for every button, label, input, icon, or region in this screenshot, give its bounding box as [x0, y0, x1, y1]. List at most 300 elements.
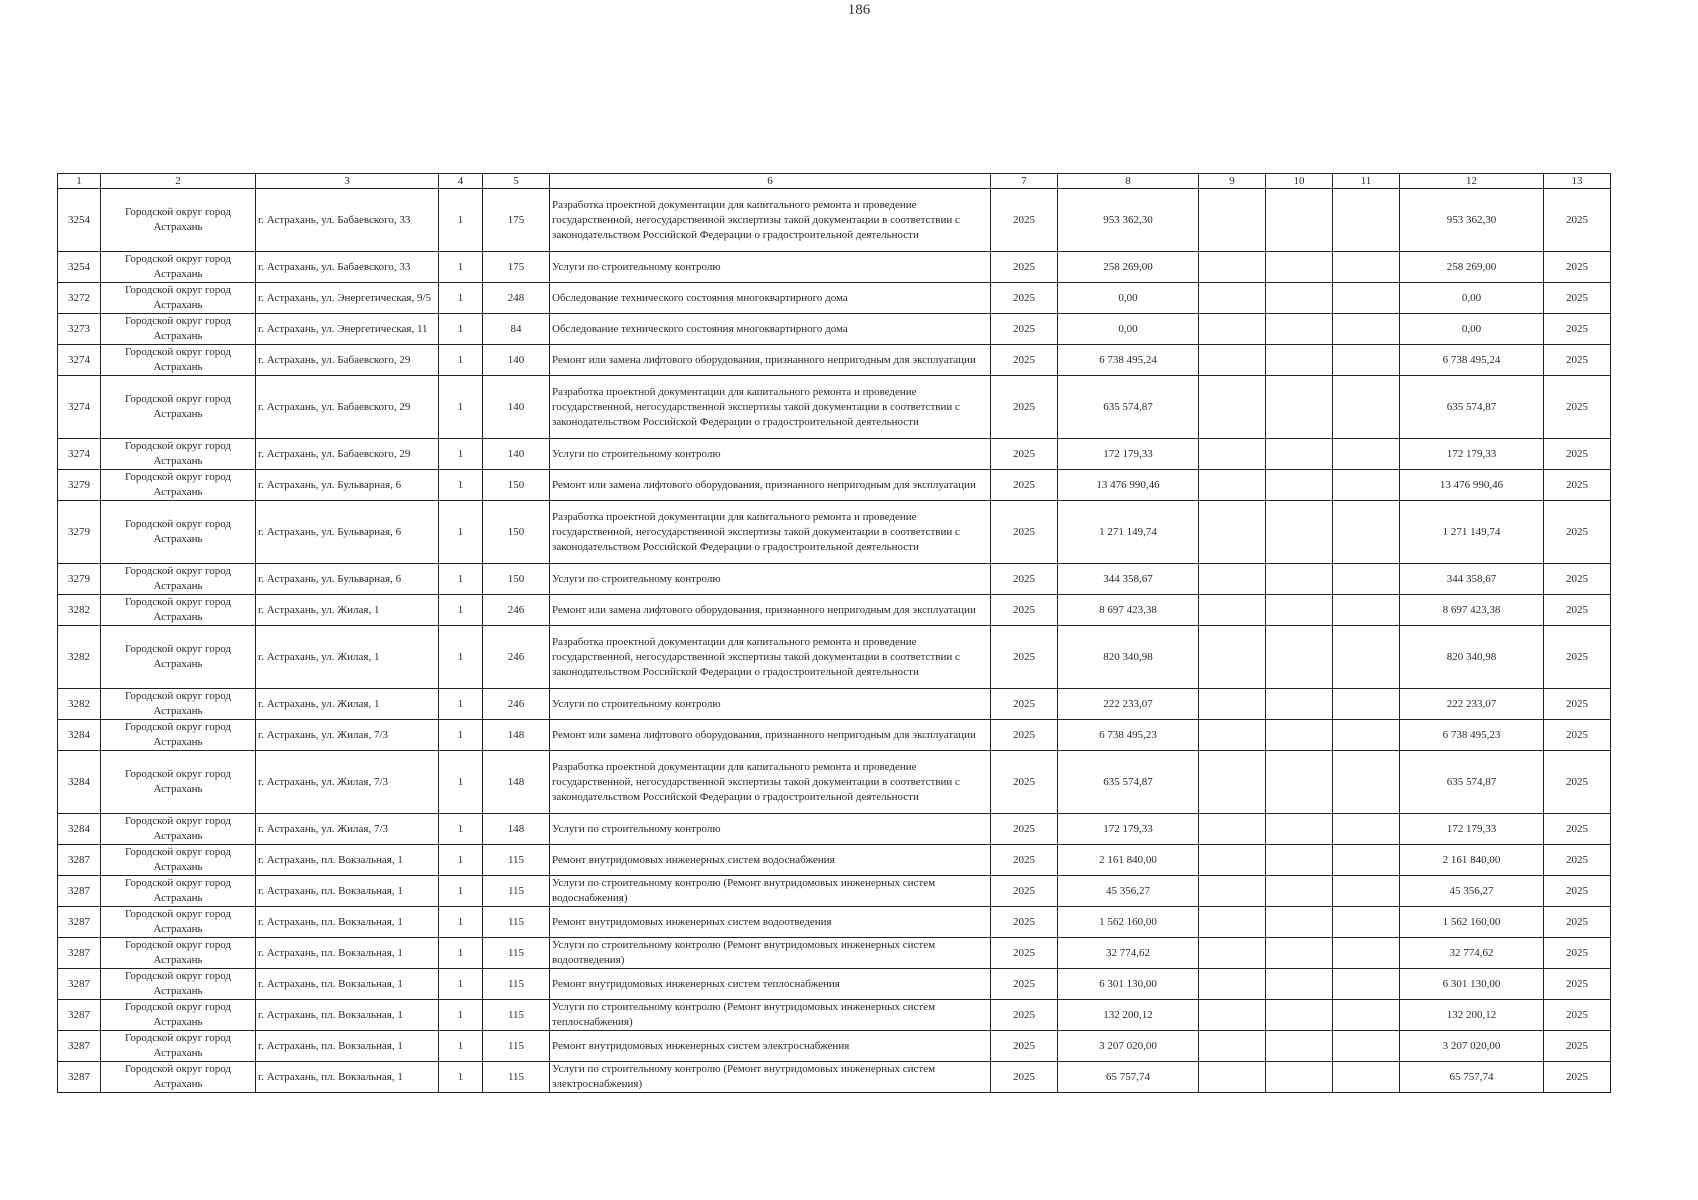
column-9-cell — [1199, 845, 1266, 876]
column-11-cell — [1333, 720, 1400, 751]
column-9-cell — [1199, 376, 1266, 439]
work-type-cell: Ремонт внутридомовых инженерных систем электроснабжения — [550, 1031, 991, 1062]
municipality-cell: Городской округ город Астрахань — [101, 501, 256, 564]
work-type-cell: Ремонт внутридомовых инженерных систем водоснабжения — [550, 845, 991, 876]
column-9-cell — [1199, 938, 1266, 969]
row-id-cell: 3254 — [58, 252, 101, 283]
total-cost-cell: 132 200,12 — [1058, 1000, 1199, 1031]
column-4-cell: 1 — [439, 969, 483, 1000]
total-cost-cell: 635 574,87 — [1058, 751, 1199, 814]
year-cell: 2025 — [991, 876, 1058, 907]
column-11-cell — [1333, 876, 1400, 907]
address-cell: г. Астрахань, пл. Вокзальная, 1 — [256, 876, 439, 907]
column-10-cell — [1266, 938, 1333, 969]
column-11-cell — [1333, 439, 1400, 470]
work-type-cell: Услуги по строительному контролю — [550, 564, 991, 595]
column-11-cell — [1333, 252, 1400, 283]
total-cost-cell: 6 738 495,23 — [1058, 720, 1199, 751]
column-number-13: 13 — [1544, 174, 1611, 189]
row-id-cell: 3274 — [58, 345, 101, 376]
column-10-cell — [1266, 470, 1333, 501]
row-id-cell: 3287 — [58, 876, 101, 907]
column-number-10: 10 — [1266, 174, 1333, 189]
column-10-cell — [1266, 189, 1333, 252]
address-cell: г. Астрахань, ул. Жилая, 1 — [256, 626, 439, 689]
column-11-cell — [1333, 470, 1400, 501]
column-13-cell: 2025 — [1544, 969, 1611, 1000]
column-9-cell — [1199, 814, 1266, 845]
year-cell: 2025 — [991, 345, 1058, 376]
column-5-cell: 248 — [483, 283, 550, 314]
table-row — [58, 751, 1611, 814]
table-row — [58, 720, 1611, 751]
table-row — [58, 595, 1611, 626]
municipality-cell: Городской округ город Астрахань — [101, 470, 256, 501]
work-type-cell: Ремонт или замена лифтового оборудования, признанного непригодным для эксплуатации — [550, 720, 991, 751]
year-cell: 2025 — [991, 907, 1058, 938]
row-id-cell: 3287 — [58, 938, 101, 969]
total-cost-cell: 1 271 149,74 — [1058, 501, 1199, 564]
year-cell: 2025 — [991, 969, 1058, 1000]
column-9-cell — [1199, 470, 1266, 501]
address-cell: г. Астрахань, ул. Жилая, 7/3 — [256, 751, 439, 814]
row-id-cell: 3279 — [58, 470, 101, 501]
year-cell: 2025 — [991, 189, 1058, 252]
column-number-5: 5 — [483, 174, 550, 189]
work-type-cell: Услуги по строительному контролю (Ремонт внутридомовых инженерных систем водоотведения) — [550, 938, 991, 969]
work-type-cell: Ремонт внутридомовых инженерных систем водоотведения — [550, 907, 991, 938]
column-13-cell: 2025 — [1544, 470, 1611, 501]
column-10-cell — [1266, 501, 1333, 564]
total-cost-cell: 6 301 130,00 — [1058, 969, 1199, 1000]
table-row — [58, 907, 1611, 938]
column-12-cell: 258 269,00 — [1400, 252, 1544, 283]
row-id-cell: 3254 — [58, 189, 101, 252]
table-row — [58, 252, 1611, 283]
address-cell: г. Астрахань, ул. Бабаевского, 29 — [256, 345, 439, 376]
total-cost-cell: 6 738 495,24 — [1058, 345, 1199, 376]
year-cell: 2025 — [991, 314, 1058, 345]
column-10-cell — [1266, 1000, 1333, 1031]
column-13-cell: 2025 — [1544, 751, 1611, 814]
column-number-1: 1 — [58, 174, 101, 189]
column-5-cell: 148 — [483, 720, 550, 751]
column-5-cell: 115 — [483, 938, 550, 969]
row-id-cell: 3279 — [58, 501, 101, 564]
column-12-cell: 3 207 020,00 — [1400, 1031, 1544, 1062]
column-12-cell: 6 738 495,24 — [1400, 345, 1544, 376]
column-10-cell — [1266, 720, 1333, 751]
work-type-cell: Услуги по строительному контролю — [550, 252, 991, 283]
address-cell: г. Астрахань, пл. Вокзальная, 1 — [256, 938, 439, 969]
total-cost-cell: 45 356,27 — [1058, 876, 1199, 907]
column-9-cell — [1199, 595, 1266, 626]
column-10-cell — [1266, 689, 1333, 720]
column-5-cell: 115 — [483, 845, 550, 876]
table-row — [58, 564, 1611, 595]
year-cell: 2025 — [991, 689, 1058, 720]
column-5-cell: 140 — [483, 439, 550, 470]
column-9-cell — [1199, 626, 1266, 689]
column-4-cell: 1 — [439, 595, 483, 626]
table-row — [58, 470, 1611, 501]
column-11-cell — [1333, 189, 1400, 252]
column-13-cell: 2025 — [1544, 689, 1611, 720]
year-cell: 2025 — [991, 1000, 1058, 1031]
column-11-cell — [1333, 1031, 1400, 1062]
column-11-cell — [1333, 1000, 1400, 1031]
work-type-cell: Ремонт или замена лифтового оборудования, признанного непригодным для эксплуатации — [550, 345, 991, 376]
column-11-cell — [1333, 845, 1400, 876]
municipality-cell: Городской округ город Астрахань — [101, 189, 256, 252]
column-10-cell — [1266, 626, 1333, 689]
column-12-cell: 6 301 130,00 — [1400, 969, 1544, 1000]
column-10-cell — [1266, 969, 1333, 1000]
column-5-cell: 115 — [483, 1000, 550, 1031]
column-13-cell: 2025 — [1544, 876, 1611, 907]
municipality-cell: Городской округ город Астрахань — [101, 1000, 256, 1031]
row-id-cell: 3273 — [58, 314, 101, 345]
column-10-cell — [1266, 376, 1333, 439]
total-cost-cell: 3 207 020,00 — [1058, 1031, 1199, 1062]
work-type-cell: Ремонт или замена лифтового оборудования, признанного непригодным для эксплуатации — [550, 470, 991, 501]
year-cell: 2025 — [991, 470, 1058, 501]
municipality-cell: Городской округ город Астрахань — [101, 345, 256, 376]
column-4-cell: 1 — [439, 938, 483, 969]
column-12-cell: 2 161 840,00 — [1400, 845, 1544, 876]
column-9-cell — [1199, 907, 1266, 938]
column-13-cell: 2025 — [1544, 376, 1611, 439]
municipality-cell: Городской округ город Астрахань — [101, 689, 256, 720]
work-type-cell: Разработка проектной документации для капитального ремонта и проведение государственной, негосударственной экспертизы такой документации в соответствии с законодательством Российской Федерации о градостроительной деятельности — [550, 751, 991, 814]
work-type-cell: Услуги по строительному контролю (Ремонт внутридомовых инженерных систем электроснабжения) — [550, 1062, 991, 1093]
row-id-cell: 3287 — [58, 969, 101, 1000]
column-5-cell: 115 — [483, 969, 550, 1000]
row-id-cell: 3287 — [58, 907, 101, 938]
column-12-cell: 32 774,62 — [1400, 938, 1544, 969]
column-9-cell — [1199, 969, 1266, 1000]
total-cost-cell: 8 697 423,38 — [1058, 595, 1199, 626]
column-12-cell: 0,00 — [1400, 314, 1544, 345]
column-9-cell — [1199, 345, 1266, 376]
work-type-cell: Разработка проектной документации для капитального ремонта и проведение государственной, негосударственной экспертизы такой документации в соответствии с законодательством Российской Федерации о градостроительной деятельности — [550, 376, 991, 439]
column-13-cell: 2025 — [1544, 720, 1611, 751]
row-id-cell: 3274 — [58, 376, 101, 439]
column-11-cell — [1333, 1062, 1400, 1093]
column-5-cell: 246 — [483, 626, 550, 689]
municipality-cell: Городской округ город Астрахань — [101, 720, 256, 751]
column-4-cell: 1 — [439, 720, 483, 751]
column-13-cell: 2025 — [1544, 938, 1611, 969]
column-9-cell — [1199, 720, 1266, 751]
row-id-cell: 3272 — [58, 283, 101, 314]
column-number-4: 4 — [439, 174, 483, 189]
municipality-cell: Городской округ город Астрахань — [101, 845, 256, 876]
municipality-cell: Городской округ город Астрахань — [101, 1062, 256, 1093]
column-10-cell — [1266, 814, 1333, 845]
column-12-cell: 132 200,12 — [1400, 1000, 1544, 1031]
column-12-cell: 13 476 990,46 — [1400, 470, 1544, 501]
work-type-cell: Разработка проектной документации для капитального ремонта и проведение государственной, негосударственной экспертизы такой документации в соответствии с законодательством Российской Федерации о градостроительной деятельности — [550, 626, 991, 689]
address-cell: г. Астрахань, ул. Энергетическая, 9/5 — [256, 283, 439, 314]
total-cost-cell: 65 757,74 — [1058, 1062, 1199, 1093]
column-13-cell: 2025 — [1544, 252, 1611, 283]
work-type-cell: Разработка проектной документации для капитального ремонта и проведение государственной, негосударственной экспертизы такой документации в соответствии с законодательством Российской Федерации о градостроительной деятельности — [550, 189, 991, 252]
column-4-cell: 1 — [439, 876, 483, 907]
column-12-cell: 635 574,87 — [1400, 751, 1544, 814]
column-13-cell: 2025 — [1544, 845, 1611, 876]
column-5-cell: 246 — [483, 689, 550, 720]
table-row — [58, 876, 1611, 907]
address-cell: г. Астрахань, пл. Вокзальная, 1 — [256, 1031, 439, 1062]
address-cell: г. Астрахань, пл. Вокзальная, 1 — [256, 969, 439, 1000]
year-cell: 2025 — [991, 626, 1058, 689]
municipality-cell: Городской округ город Астрахань — [101, 1031, 256, 1062]
column-5-cell: 150 — [483, 564, 550, 595]
municipality-cell: Городской округ город Астрахань — [101, 876, 256, 907]
column-number-12: 12 — [1400, 174, 1544, 189]
column-4-cell: 1 — [439, 345, 483, 376]
column-11-cell — [1333, 689, 1400, 720]
column-number-9: 9 — [1199, 174, 1266, 189]
column-10-cell — [1266, 252, 1333, 283]
page-number: 186 — [847, 2, 871, 18]
column-13-cell: 2025 — [1544, 1031, 1611, 1062]
column-5-cell: 84 — [483, 314, 550, 345]
column-11-cell — [1333, 751, 1400, 814]
column-11-cell — [1333, 907, 1400, 938]
row-id-cell: 3287 — [58, 1062, 101, 1093]
total-cost-cell: 635 574,87 — [1058, 376, 1199, 439]
address-cell: г. Астрахань, пл. Вокзальная, 1 — [256, 845, 439, 876]
row-id-cell: 3287 — [58, 1000, 101, 1031]
total-cost-cell: 222 233,07 — [1058, 689, 1199, 720]
column-number-2: 2 — [101, 174, 256, 189]
column-11-cell — [1333, 345, 1400, 376]
column-9-cell — [1199, 501, 1266, 564]
address-cell: г. Астрахань, ул. Энергетическая, 11 — [256, 314, 439, 345]
address-cell: г. Астрахань, ул. Жилая, 1 — [256, 689, 439, 720]
year-cell: 2025 — [991, 376, 1058, 439]
municipality-cell: Городской округ город Астрахань — [101, 814, 256, 845]
address-cell: г. Астрахань, ул. Бабаевского, 33 — [256, 252, 439, 283]
column-5-cell: 150 — [483, 470, 550, 501]
address-cell: г. Астрахань, ул. Бабаевского, 33 — [256, 189, 439, 252]
column-9-cell — [1199, 1062, 1266, 1093]
total-cost-cell: 1 562 160,00 — [1058, 907, 1199, 938]
column-13-cell: 2025 — [1544, 345, 1611, 376]
table-row — [58, 439, 1611, 470]
column-10-cell — [1266, 439, 1333, 470]
column-5-cell: 148 — [483, 751, 550, 814]
table-row — [58, 345, 1611, 376]
table-row — [58, 938, 1611, 969]
column-11-cell — [1333, 376, 1400, 439]
municipality-cell: Городской округ город Астрахань — [101, 751, 256, 814]
municipality-cell: Городской округ город Астрахань — [101, 376, 256, 439]
column-number-3: 3 — [256, 174, 439, 189]
address-cell: г. Астрахань, ул. Бабаевского, 29 — [256, 439, 439, 470]
column-4-cell: 1 — [439, 626, 483, 689]
table-row — [58, 314, 1611, 345]
municipality-cell: Городской округ город Астрахань — [101, 595, 256, 626]
work-type-cell: Обследование технического состояния многоквартирного дома — [550, 314, 991, 345]
column-5-cell: 115 — [483, 876, 550, 907]
total-cost-cell: 0,00 — [1058, 314, 1199, 345]
column-number-6: 6 — [550, 174, 991, 189]
total-cost-cell: 258 269,00 — [1058, 252, 1199, 283]
total-cost-cell: 2 161 840,00 — [1058, 845, 1199, 876]
column-9-cell — [1199, 751, 1266, 814]
year-cell: 2025 — [991, 1031, 1058, 1062]
table-row — [58, 501, 1611, 564]
column-10-cell — [1266, 751, 1333, 814]
row-id-cell: 3282 — [58, 626, 101, 689]
work-type-cell: Обследование технического состояния многоквартирного дома — [550, 283, 991, 314]
column-11-cell — [1333, 283, 1400, 314]
total-cost-cell: 172 179,33 — [1058, 439, 1199, 470]
row-id-cell: 3284 — [58, 814, 101, 845]
year-cell: 2025 — [991, 751, 1058, 814]
row-id-cell: 3282 — [58, 595, 101, 626]
column-12-cell: 1 271 149,74 — [1400, 501, 1544, 564]
column-11-cell — [1333, 595, 1400, 626]
year-cell: 2025 — [991, 252, 1058, 283]
year-cell: 2025 — [991, 501, 1058, 564]
table-row — [58, 969, 1611, 1000]
column-13-cell: 2025 — [1544, 626, 1611, 689]
column-13-cell: 2025 — [1544, 564, 1611, 595]
work-type-cell: Услуги по строительному контролю — [550, 814, 991, 845]
column-10-cell — [1266, 564, 1333, 595]
address-cell: г. Астрахань, ул. Бабаевского, 29 — [256, 376, 439, 439]
column-10-cell — [1266, 283, 1333, 314]
row-id-cell: 3284 — [58, 751, 101, 814]
column-9-cell — [1199, 1000, 1266, 1031]
column-10-cell — [1266, 907, 1333, 938]
column-13-cell: 2025 — [1544, 814, 1611, 845]
municipality-cell: Городской округ город Астрахань — [101, 314, 256, 345]
column-12-cell: 8 697 423,38 — [1400, 595, 1544, 626]
column-12-cell: 820 340,98 — [1400, 626, 1544, 689]
column-13-cell: 2025 — [1544, 439, 1611, 470]
address-cell: г. Астрахань, ул. Бульварная, 6 — [256, 501, 439, 564]
column-12-cell: 344 358,67 — [1400, 564, 1544, 595]
column-11-cell — [1333, 626, 1400, 689]
column-13-cell: 2025 — [1544, 501, 1611, 564]
work-type-cell: Ремонт внутридомовых инженерных систем теплоснабжения — [550, 969, 991, 1000]
column-5-cell: 140 — [483, 376, 550, 439]
total-cost-cell: 13 476 990,46 — [1058, 470, 1199, 501]
column-12-cell: 45 356,27 — [1400, 876, 1544, 907]
year-cell: 2025 — [991, 814, 1058, 845]
column-4-cell: 1 — [439, 907, 483, 938]
total-cost-cell: 953 362,30 — [1058, 189, 1199, 252]
column-4-cell: 1 — [439, 501, 483, 564]
column-4-cell: 1 — [439, 845, 483, 876]
address-cell: г. Астрахань, пл. Вокзальная, 1 — [256, 907, 439, 938]
column-13-cell: 2025 — [1544, 595, 1611, 626]
address-cell: г. Астрахань, пл. Вокзальная, 1 — [256, 1000, 439, 1031]
column-number-8: 8 — [1058, 174, 1199, 189]
column-9-cell — [1199, 1031, 1266, 1062]
capital-repair-table — [57, 173, 1611, 1093]
column-4-cell: 1 — [439, 314, 483, 345]
total-cost-cell: 172 179,33 — [1058, 814, 1199, 845]
year-cell: 2025 — [991, 938, 1058, 969]
row-id-cell: 3274 — [58, 439, 101, 470]
year-cell: 2025 — [991, 439, 1058, 470]
column-9-cell — [1199, 252, 1266, 283]
address-cell: г. Астрахань, ул. Жилая, 7/3 — [256, 814, 439, 845]
column-10-cell — [1266, 845, 1333, 876]
column-5-cell: 115 — [483, 1062, 550, 1093]
column-9-cell — [1199, 439, 1266, 470]
table-row — [58, 1062, 1611, 1093]
column-4-cell: 1 — [439, 376, 483, 439]
column-number-11: 11 — [1333, 174, 1400, 189]
column-5-cell: 140 — [483, 345, 550, 376]
column-11-cell — [1333, 564, 1400, 595]
column-10-cell — [1266, 314, 1333, 345]
municipality-cell: Городской округ город Астрахань — [101, 626, 256, 689]
column-12-cell: 172 179,33 — [1400, 439, 1544, 470]
row-id-cell: 3282 — [58, 689, 101, 720]
column-4-cell: 1 — [439, 470, 483, 501]
municipality-cell: Городской округ город Астрахань — [101, 907, 256, 938]
column-5-cell: 115 — [483, 907, 550, 938]
column-5-cell: 150 — [483, 501, 550, 564]
table-row — [58, 1000, 1611, 1031]
municipality-cell: Городской округ город Астрахань — [101, 283, 256, 314]
column-4-cell: 1 — [439, 564, 483, 595]
row-id-cell: 3279 — [58, 564, 101, 595]
column-13-cell: 2025 — [1544, 907, 1611, 938]
table-row — [58, 189, 1611, 252]
year-cell: 2025 — [991, 283, 1058, 314]
table-row — [58, 376, 1611, 439]
column-13-cell: 2025 — [1544, 283, 1611, 314]
address-cell: г. Астрахань, ул. Жилая, 7/3 — [256, 720, 439, 751]
municipality-cell: Городской округ город Астрахань — [101, 969, 256, 1000]
column-11-cell — [1333, 969, 1400, 1000]
column-5-cell: 175 — [483, 252, 550, 283]
column-9-cell — [1199, 564, 1266, 595]
municipality-cell: Городской округ город Астрахань — [101, 564, 256, 595]
column-number-row — [58, 174, 1611, 189]
column-12-cell: 635 574,87 — [1400, 376, 1544, 439]
column-4-cell: 1 — [439, 689, 483, 720]
address-cell: г. Астрахань, ул. Бульварная, 6 — [256, 564, 439, 595]
column-4-cell: 1 — [439, 283, 483, 314]
column-4-cell: 1 — [439, 439, 483, 470]
column-4-cell: 1 — [439, 1031, 483, 1062]
year-cell: 2025 — [991, 1062, 1058, 1093]
column-5-cell: 246 — [483, 595, 550, 626]
column-4-cell: 1 — [439, 189, 483, 252]
table-row — [58, 283, 1611, 314]
table-row — [58, 814, 1611, 845]
column-13-cell: 2025 — [1544, 189, 1611, 252]
table-row — [58, 1031, 1611, 1062]
column-10-cell — [1266, 345, 1333, 376]
column-5-cell: 148 — [483, 814, 550, 845]
row-id-cell: 3284 — [58, 720, 101, 751]
work-type-cell: Услуги по строительному контролю — [550, 689, 991, 720]
total-cost-cell: 0,00 — [1058, 283, 1199, 314]
column-4-cell: 1 — [439, 751, 483, 814]
column-12-cell: 65 757,74 — [1400, 1062, 1544, 1093]
